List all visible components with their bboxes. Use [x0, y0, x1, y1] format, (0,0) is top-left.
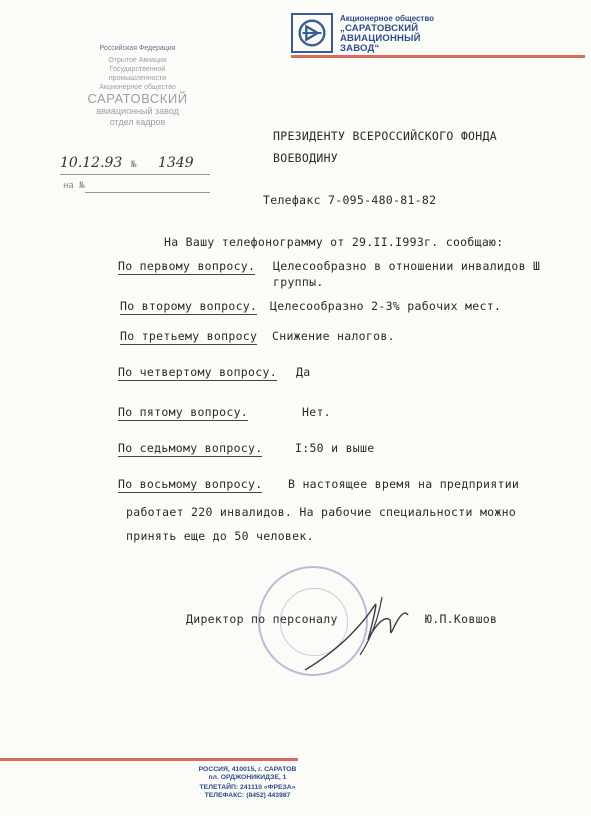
q1-label: По первому вопросу.: [118, 259, 256, 273]
footer-line-4: ТЕЛЕФАКС: (8452) 443987: [204, 792, 291, 799]
stamp-underline-2: [85, 192, 210, 193]
q7-label: По седьмому вопросу.: [118, 441, 263, 455]
stamp-line-5: Акционерное общество: [99, 84, 176, 91]
footer-line-1: РОССИЯ, 410015, г. САРАТОВ: [198, 766, 297, 773]
q7-text: I:50 и выше: [295, 441, 375, 455]
company-line-1: Акционерное общество: [340, 14, 435, 23]
stamp-underline-1: [60, 174, 210, 175]
q3-label: По третьему вопросу: [120, 329, 258, 343]
recipient-line-2: ВОЕВОДИНУ: [273, 151, 339, 165]
q8-label: По восьмому вопросу.: [118, 477, 263, 491]
intro-text: На Вашу телефонограмму от 29.II.I993г. сообщаю:: [164, 235, 504, 249]
q4-label: По четвертому вопросу.: [118, 365, 277, 379]
stamp-line-4: промышленности: [108, 75, 167, 82]
footer-red-rule: [0, 758, 298, 761]
stamp-line-1: Российская Федерация: [99, 45, 176, 52]
q2-text: Целесообразно 2-3% рабочих мест.: [270, 299, 502, 313]
company-line-3: АВИАЦИОННЫЙ: [340, 33, 421, 44]
company-line-2: „САРАТОВСКИЙ: [340, 23, 419, 34]
signatory-name: Ю.П.Ковшов: [425, 612, 498, 626]
footer-line-2: пл. ОРДЖОНИКИДЗЕ, 1: [208, 774, 287, 781]
q8-text-3: принять еще до 50 человек.: [126, 529, 314, 543]
company-name: [340, 14, 434, 54]
q5-label: По пятому вопросу.: [118, 405, 249, 419]
q2-label: По второму вопросу.: [120, 299, 258, 313]
telefax: Телефакс 7-095-480-81-82: [263, 193, 437, 207]
stamp-line-8: отдел кадров: [109, 117, 166, 127]
handwritten-signature: [300, 585, 420, 675]
q4-text: Да: [296, 365, 311, 379]
stamp-line-2: Отрытое Авиация: [108, 57, 167, 64]
signatory-title: Директор по персоналу: [186, 612, 338, 626]
q5-text: Нет.: [302, 405, 331, 419]
q3-text: Снижение налогов.: [272, 329, 395, 343]
stamp-number-prefix: №: [131, 160, 137, 170]
q8-text: В настоящее время на предприятии: [288, 477, 520, 491]
header-red-rule: [291, 55, 585, 58]
stamp-line-3: Государственной: [109, 66, 166, 73]
registration-stamp: [55, 44, 220, 128]
footer-line-3: ТЕЛЕТАЙП: 241110 «ФРЕЗА»: [199, 784, 296, 791]
stamp-line-6: САРАТОВСКИЙ: [87, 91, 188, 106]
stamp-line-7: авиационный завод: [96, 106, 179, 116]
q1-text: Целесообразно в отношении инвалидов Ш: [273, 259, 541, 273]
q1-text-2: группы.: [273, 275, 324, 289]
recipient-line-1: ПРЕЗИДЕНТУ ВСЕРОССИЙСКОГО ФОНДА: [273, 129, 497, 143]
company-logo: [291, 13, 333, 53]
stamp-number: 1349: [158, 155, 194, 171]
stamp-date: 10.12.93: [60, 155, 123, 171]
footer-contacts: [170, 766, 325, 800]
stamp-na-label: на №: [63, 181, 85, 191]
q8-text-2: работает 220 инвалидов. На рабочие специальности можно: [126, 505, 517, 519]
company-line-4: ЗАВОД“: [340, 43, 380, 54]
